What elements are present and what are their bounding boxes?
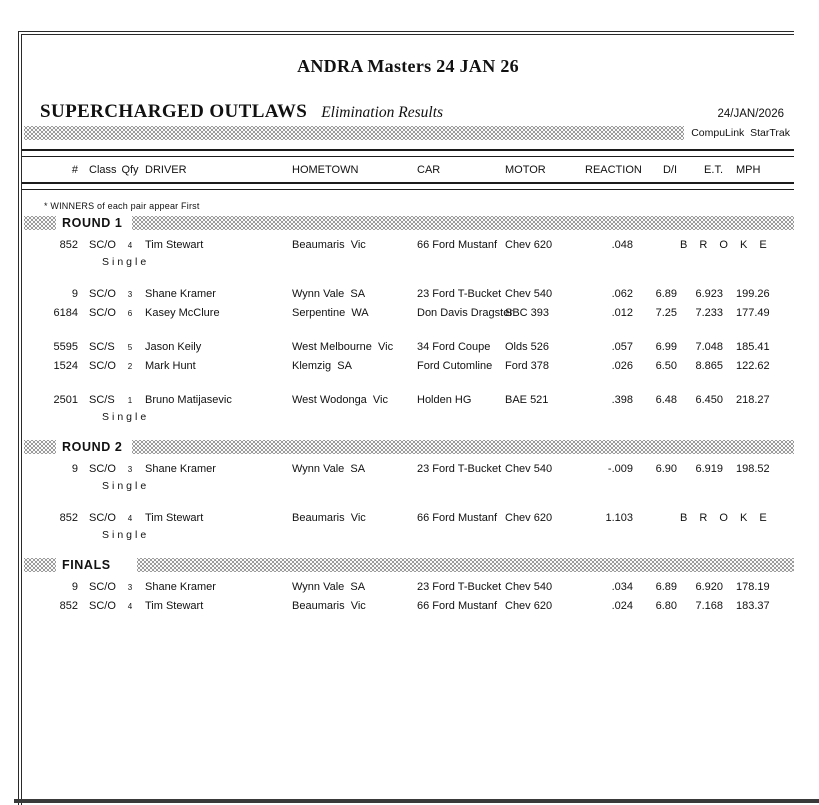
cell-hometown: West Wodonga Vic: [292, 394, 388, 406]
cell-class: SC/O: [89, 307, 116, 319]
cell-mph: 122.62: [736, 360, 770, 372]
cell-di: [633, 236, 677, 255]
cell-car: 23 Ford T-Bucket: [417, 288, 502, 300]
cell-motor: BAE 521: [505, 394, 549, 406]
cell-reaction: .012: [611, 307, 633, 319]
cell-mph: 178.19: [736, 581, 770, 593]
cell-et: 6.450: [695, 394, 723, 406]
cell-num: 852: [59, 512, 78, 524]
cell-et: 7.233: [695, 307, 723, 319]
cell-hometown: Wynn Vale SA: [292, 463, 366, 475]
pair-group: [42, 460, 794, 494]
col-header-reaction: REACTION: [585, 164, 642, 176]
cell-motor: Chev 620: [505, 239, 553, 251]
result-row: [42, 597, 794, 616]
cell-mph: 183.37: [736, 600, 770, 612]
winners-note: * WINNERS of each pair appear First: [44, 201, 200, 211]
round-label: ROUND 1: [62, 216, 123, 230]
cell-reaction: 1.103: [605, 512, 633, 524]
cell-driver: Shane Kramer: [145, 463, 216, 475]
result-row: [42, 357, 794, 376]
single-pass-label: Single: [102, 256, 150, 268]
round-section: [22, 440, 794, 543]
cell-et: 6.920: [695, 581, 723, 593]
cell-class: SC/O: [89, 512, 116, 524]
cell-num: 5595: [53, 341, 78, 353]
halftone-band: [132, 440, 794, 454]
col-header-motor: MOTOR: [505, 164, 546, 176]
cell-driver: Tim Stewart: [145, 600, 204, 612]
round-rows: [22, 578, 794, 616]
result-row: [42, 391, 794, 410]
cell-class: SC/O: [89, 581, 116, 593]
pair-group: [42, 338, 794, 376]
col-header-qfy: Qfy: [121, 164, 139, 176]
cell-motor: Olds 526: [505, 341, 550, 353]
cell-num: 9: [71, 463, 78, 475]
pair-group: [42, 236, 794, 270]
cell-reaction: .048: [611, 239, 633, 251]
report-date: 24/JAN/2026: [717, 108, 784, 120]
timing-system-label: CompuLink StarTrak: [691, 127, 790, 139]
col-header-driver: DRIVER: [145, 164, 187, 176]
cell-di: 6.90: [655, 463, 677, 475]
cell-hometown: Serpentine WA: [292, 307, 369, 319]
result-row: [42, 338, 794, 357]
cell-qfy: 2: [127, 362, 133, 371]
cell-reaction: -.009: [607, 463, 633, 475]
event-title: ANDRA Masters 24 JAN 26: [297, 56, 519, 76]
cell-car: 23 Ford T-Bucket: [417, 581, 502, 593]
cell-qfy: 4: [127, 514, 133, 523]
cell-class: SC/S: [89, 341, 115, 353]
report-subhead: [40, 101, 784, 123]
round-section: [22, 558, 794, 616]
cell-qfy: 1: [127, 396, 133, 405]
pair-group: [42, 578, 794, 616]
cell-di: 6.99: [655, 341, 677, 353]
halftone-band: [24, 440, 56, 454]
cell-motor: Chev 540: [505, 288, 553, 300]
col-header-et: E.T.: [704, 164, 723, 176]
cell-num: 9: [71, 288, 78, 300]
cell-driver: Shane Kramer: [145, 288, 216, 300]
cell-motor: Ford 378: [505, 360, 550, 372]
single-pass-label: Single: [102, 411, 150, 423]
cell-di: 7.25: [655, 307, 677, 319]
cell-qfy: 6: [127, 309, 133, 318]
rule-under-headers: [22, 182, 794, 190]
cell-driver: Tim Stewart: [145, 512, 204, 524]
cell-hometown: Klemzig SA: [292, 360, 352, 372]
cell-mph: 198.52: [736, 463, 770, 475]
halftone-band: [132, 216, 794, 230]
cell-driver: Kasey McClure: [145, 307, 220, 319]
cell-car: 23 Ford T-Bucket: [417, 463, 502, 475]
cell-mph: 185.41: [736, 341, 770, 353]
cell-driver: Tim Stewart: [145, 239, 204, 251]
cell-class: SC/O: [89, 600, 116, 612]
cell-hometown: Beaumaris Vic: [292, 600, 366, 612]
cell-qfy: 4: [127, 602, 133, 611]
col-header-class: Class: [89, 164, 117, 176]
result-row: [42, 578, 794, 597]
cell-motor: Chev 620: [505, 512, 553, 524]
single-pass-label: Single: [102, 480, 150, 492]
rule-top: [22, 149, 794, 157]
page-bottom-edge: [14, 799, 819, 803]
cell-et: 8.865: [695, 360, 723, 372]
cell-car: 66 Ford Mustanf: [417, 239, 498, 251]
cell-class: SC/O: [89, 288, 116, 300]
cell-broke: B R O K E: [680, 512, 772, 524]
cell-reaction: .057: [611, 341, 633, 353]
cell-class: SC/S: [89, 394, 115, 406]
cell-motor: Chev 540: [505, 581, 553, 593]
cell-di: 6.80: [655, 600, 677, 612]
pair-group: [42, 391, 794, 425]
cell-reaction: .026: [611, 360, 633, 372]
cell-motor: Chev 620: [505, 600, 553, 612]
report-subtitle: Elimination Results: [321, 104, 444, 121]
cell-qfy: 3: [127, 583, 133, 592]
column-header-row: [22, 157, 794, 182]
round-band: [24, 558, 794, 572]
cell-hometown: Wynn Vale SA: [292, 581, 366, 593]
cell-class: SC/O: [89, 239, 116, 251]
cell-di: [633, 509, 677, 528]
cell-driver: Shane Kramer: [145, 581, 216, 593]
cell-mph: 177.49: [736, 307, 770, 319]
col-header-hometown: HOMETOWN: [292, 164, 359, 176]
cell-di: 6.89: [655, 288, 677, 300]
results-body: [22, 216, 794, 616]
cell-car: Don Davis Dragster: [417, 307, 513, 319]
cell-qfy: 3: [127, 290, 133, 299]
cell-hometown: Wynn Vale SA: [292, 288, 366, 300]
cell-reaction: .024: [611, 600, 633, 612]
result-row: [42, 236, 794, 255]
cell-et: 6.919: [695, 463, 723, 475]
cell-num: 6184: [53, 307, 78, 319]
cell-motor: SBC 393: [505, 307, 550, 319]
halftone-band: [24, 558, 56, 572]
cell-class: SC/O: [89, 463, 116, 475]
pair-group: [42, 509, 794, 543]
cell-num: 1524: [53, 360, 78, 372]
pair-group: [42, 285, 794, 323]
round-rows: [22, 236, 794, 425]
cell-driver: Jason Keily: [145, 341, 202, 353]
cell-reaction: .062: [611, 288, 633, 300]
col-header-di: D/I: [662, 164, 677, 176]
halftone-band: [24, 216, 56, 230]
cell-class: SC/O: [89, 360, 116, 372]
cell-motor: Chev 540: [505, 463, 553, 475]
cell-et: 6.923: [695, 288, 723, 300]
round-section: [22, 216, 794, 425]
single-pass-label: Single: [102, 529, 150, 541]
cell-car: 66 Ford Mustanf: [417, 512, 498, 524]
cell-qfy: 3: [127, 465, 133, 474]
timing-system-band: [24, 126, 794, 140]
result-row: [42, 304, 794, 323]
col-header-num: #: [71, 164, 78, 176]
cell-et: 7.168: [695, 600, 723, 612]
category-title: SUPERCHARGED OUTLAWS: [40, 101, 308, 122]
result-row: [42, 460, 794, 479]
col-header-car: CAR: [417, 164, 441, 176]
cell-num: 2501: [53, 394, 78, 406]
cell-car: 34 Ford Coupe: [417, 341, 491, 353]
col-header-mph: MPH: [736, 164, 761, 176]
cell-qfy: 4: [127, 241, 133, 250]
cell-car: 66 Ford Mustanf: [417, 600, 498, 612]
cell-et: 7.048: [695, 341, 723, 353]
round-band: [24, 216, 794, 230]
cell-num: 9: [71, 581, 78, 593]
cell-hometown: West Melbourne Vic: [292, 341, 394, 353]
round-label: ROUND 2: [62, 440, 123, 454]
round-rows: [22, 460, 794, 543]
cell-di: 6.89: [655, 581, 677, 593]
cell-mph: 218.27: [736, 394, 770, 406]
cell-hometown: Beaumaris Vic: [292, 239, 366, 251]
cell-driver: Mark Hunt: [145, 360, 196, 372]
cell-reaction: .398: [611, 394, 633, 406]
cell-broke: B R O K E: [680, 239, 772, 251]
cell-reaction: .034: [611, 581, 633, 593]
result-row: [42, 285, 794, 304]
cell-num: 852: [59, 239, 78, 251]
halftone-band: [24, 126, 684, 140]
cell-car: Holden HG: [417, 394, 472, 406]
cell-driver: Bruno Matijasevic: [145, 394, 232, 406]
cell-qfy: 5: [127, 343, 133, 352]
round-band: [24, 440, 794, 454]
cell-car: Ford Cutomline: [417, 360, 493, 372]
cell-di: 6.50: [655, 360, 677, 372]
round-label: FINALS: [62, 558, 111, 572]
halftone-band: [137, 558, 794, 572]
report-page: [18, 31, 794, 805]
cell-di: 6.48: [655, 394, 677, 406]
cell-num: 852: [59, 600, 78, 612]
cell-hometown: Beaumaris Vic: [292, 512, 366, 524]
cell-mph: 199.26: [736, 288, 770, 300]
result-row: [42, 509, 794, 528]
